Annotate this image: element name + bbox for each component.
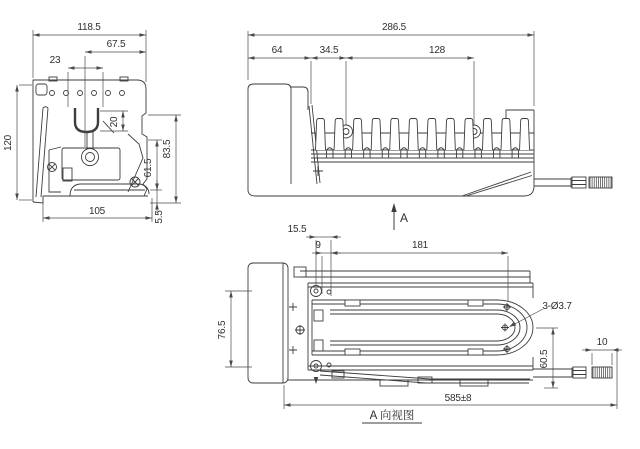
dim-label-slot-width: 23: [49, 55, 61, 66]
fin-tooth: [427, 119, 437, 151]
dim-label-total-height: 120: [3, 134, 14, 152]
plan-pivot-center: [314, 289, 318, 293]
side-u-slot: [75, 108, 98, 132]
plan-rail-notch: [294, 267, 306, 277]
section-label: A: [400, 211, 409, 225]
fin-arch: [456, 148, 462, 158]
fin-tooth: [334, 119, 344, 151]
fin-arch: [438, 148, 444, 158]
side-small-block: [63, 168, 72, 181]
fin-arch: [419, 148, 425, 158]
front-wire-crimp-lines: [572, 181, 586, 185]
fin-tooth: [316, 119, 326, 151]
dim-arrow: [229, 361, 233, 368]
dim-arrow: [43, 216, 50, 220]
dim-label-base-width: 105: [88, 206, 106, 217]
dim-arrow: [140, 33, 147, 37]
dim-arrow: [229, 291, 233, 298]
dim-arrow: [331, 251, 338, 255]
plan-mold-tab: [345, 300, 360, 306]
fin-tooth: [482, 119, 492, 151]
dim-arrow: [140, 50, 147, 54]
fin-arch: [494, 148, 500, 158]
dim-arrow: [68, 66, 75, 70]
plan-wire-crimp: [573, 367, 586, 378]
side-hole: [78, 91, 83, 96]
dim-label-slot-depth: 20: [109, 116, 120, 128]
annotations: [362, 203, 572, 423]
dim-arrow: [97, 66, 104, 70]
dim-label-strip-length: 10: [596, 337, 608, 348]
side-screw-cross: [49, 164, 55, 170]
dim-arrow: [284, 403, 291, 407]
fin-arch: [401, 148, 407, 158]
dim-label-mount-span: 128: [428, 45, 446, 56]
dim-arrow: [174, 197, 178, 204]
front-view: [248, 84, 612, 196]
plan-pivot-arrow: [314, 377, 318, 384]
fin-arch: [512, 148, 518, 158]
front-wire-strands: [590, 177, 611, 188]
dim-arrow: [121, 125, 125, 132]
mount-holes-label: 3-Ø3.7: [542, 301, 572, 312]
plan-tray-top: [308, 283, 533, 287]
section-arrow-head: [391, 203, 396, 212]
dim-label-total-width: 286.5: [381, 22, 407, 33]
dim-arrow: [528, 33, 535, 37]
dim-arrow: [346, 56, 353, 60]
evaporator-fins: [316, 119, 530, 159]
side-hole-row: [50, 91, 125, 96]
front-motor-flange: [291, 87, 308, 110]
dim-arrow: [155, 140, 159, 147]
plan-motor-block: [248, 263, 288, 383]
side-hub-outer: [82, 149, 99, 166]
plan-register-marks: [289, 303, 305, 354]
extension-lines: [19, 30, 617, 409]
dim-arrow: [305, 56, 312, 60]
dim-arrow: [85, 50, 92, 54]
dim-arrow: [340, 56, 347, 60]
side-outline-bottom: [33, 196, 148, 203]
plan-wire-crimp-lines: [573, 371, 586, 375]
plan-mold-tab: [468, 349, 483, 355]
dim-label-overall-length: 585±8: [444, 393, 472, 404]
dim-arrow: [468, 56, 475, 60]
dim-arrow: [248, 56, 255, 60]
front-chute-edge: [462, 172, 532, 196]
plan-tray-bottom: [308, 366, 533, 370]
dim-label-inner-height: 61.5: [143, 158, 154, 178]
fin-tooth: [371, 119, 381, 151]
fin-tooth: [464, 119, 474, 151]
plan-tray-sides: [308, 283, 533, 370]
fin-tooth: [353, 119, 363, 151]
side-hole: [92, 91, 97, 96]
plan-left-clip: [314, 310, 323, 321]
dim-label-edge-offset: 15.5: [287, 224, 307, 235]
view-a: [248, 263, 612, 386]
front-wire-pair: [534, 178, 571, 188]
front-wire-crimp: [572, 177, 586, 188]
dim-arrow: [15, 194, 19, 201]
side-hole: [50, 91, 55, 96]
side-hub-stem: [87, 132, 93, 148]
fin-tooth: [390, 119, 400, 151]
side-rounded-port: [36, 84, 47, 95]
side-lever: [36, 107, 48, 197]
side-hub-inner: [86, 153, 95, 162]
fin-arch: [475, 148, 481, 158]
dim-label-wire-offset: 60.5: [539, 349, 550, 369]
dim-arrow: [502, 251, 509, 255]
fin-arch: [364, 148, 370, 158]
fin-tooth: [501, 119, 511, 151]
dim-arrow: [551, 328, 555, 335]
dim-label-right-height: 83.5: [162, 139, 173, 159]
dim-arrow: [121, 111, 125, 118]
dim-arrow: [15, 85, 19, 92]
fin-tooth: [408, 119, 418, 151]
dim-label-pivot-offset: 9: [315, 240, 321, 251]
plan-mold-tab: [345, 349, 360, 355]
dim-label-motor-width: 64: [271, 45, 283, 56]
dim-label-mount-offset: 34.5: [319, 45, 339, 56]
fin-arch: [327, 148, 333, 158]
fin-tooth: [445, 119, 455, 151]
side-view: [33, 77, 149, 203]
plan-rail: [300, 271, 530, 283]
view-a-caption: A 向视图: [369, 410, 415, 422]
side-hole: [106, 91, 111, 96]
plan-left-clip: [314, 340, 323, 351]
dim-label-upper-width: 67.5: [106, 39, 126, 50]
dim-arrow: [33, 33, 40, 37]
dim-arrow: [174, 115, 178, 122]
plan-pivot-pin: [327, 290, 331, 294]
dim-label-foot-height: 5.5: [154, 210, 165, 224]
front-motor-block: [248, 84, 291, 190]
dim-arrow: [146, 216, 153, 220]
fin-arch: [345, 148, 351, 158]
dim-arrow: [551, 382, 555, 389]
dim-label-tray-length: 181: [411, 240, 429, 251]
side-hole: [120, 91, 125, 96]
dim-arrow: [311, 56, 318, 60]
dim-label-total-width: 118.5: [77, 22, 101, 33]
fin-tooth: [520, 119, 530, 151]
front-plus-mark: [313, 166, 323, 176]
dim-arrow: [248, 33, 255, 37]
plan-mold-tab: [468, 300, 483, 306]
dim-label-body-width: 76.5: [217, 320, 228, 340]
dim-arrow: [611, 403, 618, 407]
fin-arch: [382, 148, 388, 158]
plan-mold-lines: [312, 300, 497, 355]
plan-wire-strands: [593, 367, 612, 378]
